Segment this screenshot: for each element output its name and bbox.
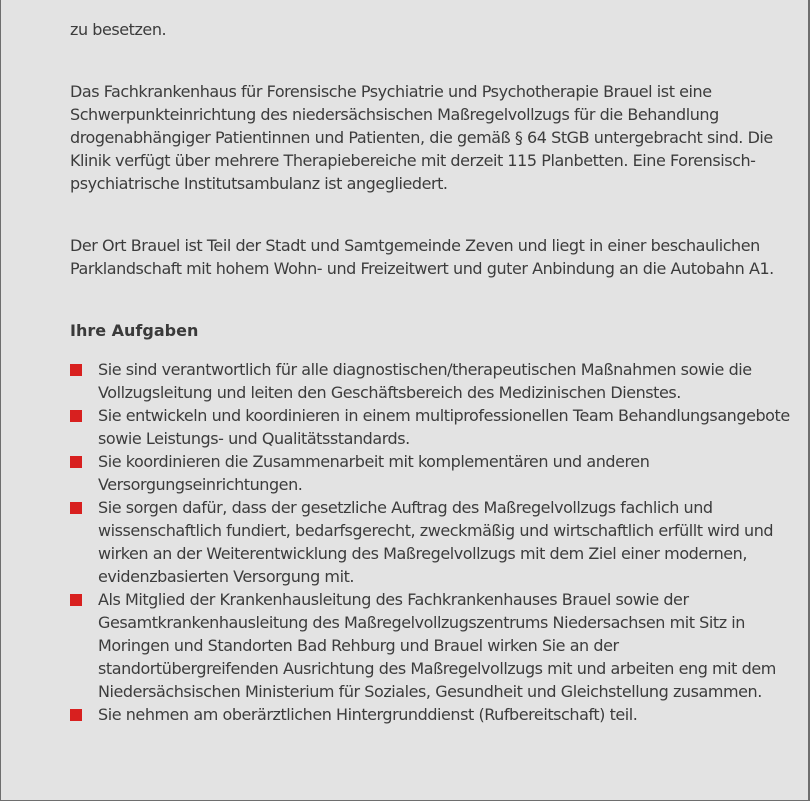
- location-description: Der Ort Brauel ist Teil der Stadt und Samtgemeinde Zeven und liegt in einer beschaulichen Parklandschaft mit hohem Wohn- und Freizeitwert und guter Anbindung an die Autobahn A1.: [70, 236, 774, 278]
- list-item: [70, 496, 795, 588]
- square-bullet-icon: [70, 410, 82, 422]
- job-posting-content: [70, 18, 795, 726]
- intro-fragment: zu besetzen.: [70, 20, 167, 39]
- list-item-text: Sie entwickeln und koordinieren in einem multiprofessionellen Team Behandlungsangebote sowie Leistungs- und Qualitätsstandards.: [98, 406, 790, 448]
- square-bullet-icon: [70, 594, 82, 606]
- square-bullet-icon: [70, 709, 82, 721]
- list-item: [70, 703, 795, 726]
- list-item-text: Sie nehmen am oberärztlichen Hintergrunddienst (Rufbereitschaft) teil.: [98, 705, 638, 724]
- square-bullet-icon: [70, 364, 82, 376]
- square-bullet-icon: [70, 456, 82, 468]
- list-item-text: Sie koordinieren die Zusammenarbeit mit komplementären und anderen Versorgungseinrichtungen.: [98, 452, 650, 494]
- list-item-text: Als Mitglied der Krankenhausleitung des Fachkrankenhauses Brauel sowie der Gesamtkrankenhausleitung des Maßregelvollzugszentrums Niedersachsen mit Sitz in Moringen und Standorten Bad Rehburg und Brauel wirken Sie an der standortübergreifenden Ausrichtung des Maßregelvollzugs mit und arbeiten eng mit dem Niedersächsischen Ministerium für Soziales, Gesundheit und Gleichstellung zusammen.: [98, 590, 776, 701]
- hospital-description: Das Fachkrankenhaus für Forensische Psychiatrie und Psychotherapie Brauel ist eine Schwerpunkteinrichtung des niedersächsischen Maßregelvollzugs für die Behandlung drogenabhängiger Patientinnen und Patienten, die gemäß § 64 StGB untergebracht sind. Die Klinik verfügt über mehrere Therapiebereiche mit derzeit 115 Planbetten. Eine Forensisch-psychiatrische Institutsambulanz ist angegliedert.: [70, 82, 773, 193]
- tasks-heading: Ihre Aufgaben: [70, 321, 199, 340]
- list-item-text: Sie sorgen dafür, dass der gesetzliche Auftrag des Maßregelvollzugs fachlich und wissenschaftlich fundiert, bedarfsgerecht, zweckmäßig und wirtschaftlich erfüllt wird und wirken an der Weiterentwicklung des Maßregelvollzugs mit dem Ziel einer modernen, evidenzbasierten Versorgung mit.: [98, 498, 774, 586]
- list-item: [70, 588, 795, 703]
- tasks-list: [70, 358, 795, 726]
- list-item: [70, 450, 795, 496]
- list-item: [70, 404, 795, 450]
- square-bullet-icon: [70, 502, 82, 514]
- list-item-text: Sie sind verantwortlich für alle diagnostischen/therapeutischen Maßnahmen sowie die Vollzugsleitung und leiten den Geschäftsbereich des Medizinischen Dienstes.: [98, 360, 752, 402]
- list-item: [70, 358, 795, 404]
